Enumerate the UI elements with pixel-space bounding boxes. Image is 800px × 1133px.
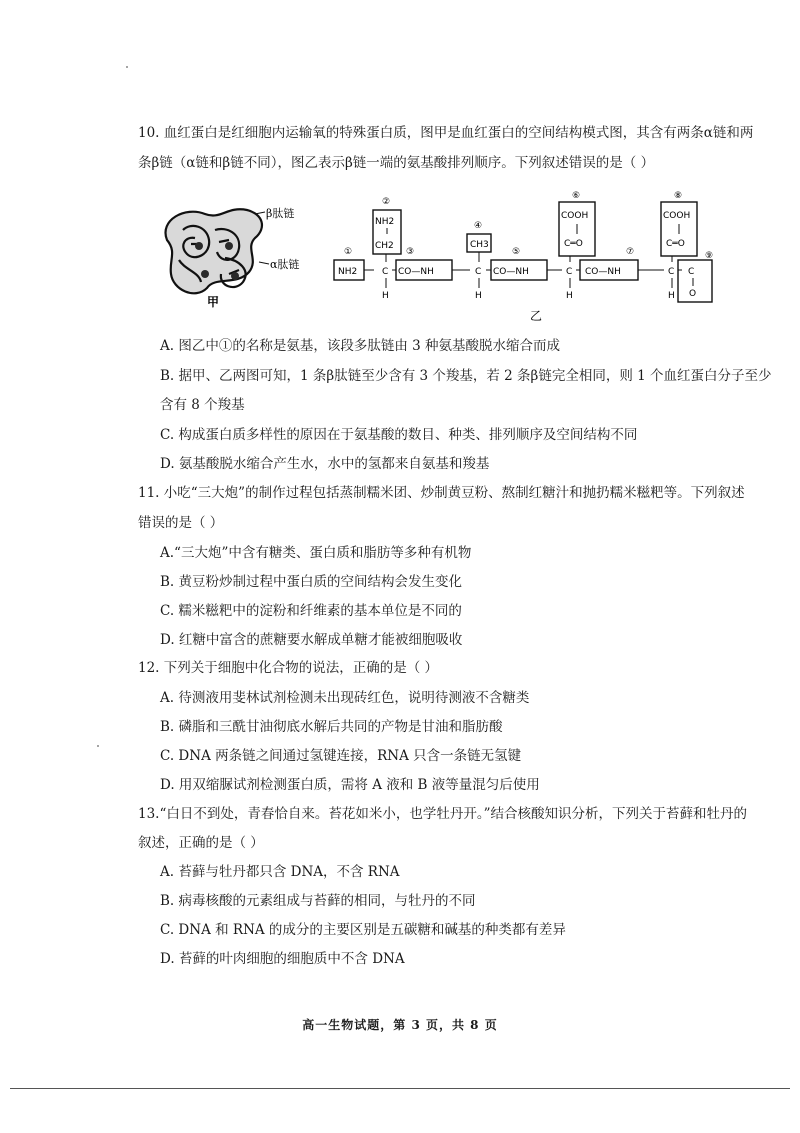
q13-option-a: A. 苔藓与牡丹都只含 DNA，不含 RNA: [160, 864, 400, 880]
side-nh2-text: NH2: [375, 217, 395, 227]
alpha-carbon-2: C: [475, 267, 482, 277]
figure-b-caption: 乙: [530, 309, 543, 323]
peptide-chain-figure: [330, 190, 720, 325]
q13-stem-line1: 13.“白日不到处，青春恰自来。苔花如米小，也学牡丹开。”结合核酸知识分析，下列关于苔藓和牡丹的: [138, 806, 748, 822]
label-5: ⑤: [512, 247, 521, 257]
figure-a-caption: 甲: [207, 295, 220, 309]
label-4: ④: [474, 221, 483, 231]
q10-stem-line2: 条β链（α链和β链不同），图乙表示β链一端的氨基酸排列顺序。下列叙述错误的是（ ）: [138, 155, 655, 171]
q11-option-d: D. 红糖中富含的蔗糖要水解成单糖才能被细胞吸收: [160, 632, 463, 648]
label-7: ⑦: [626, 247, 635, 257]
q10-option-b: B. 据甲、乙两图可知，1 条β肽链至少含有 3 个羧基，若 2 条β链完全相同，则 1 个血红蛋白分子至少: [160, 368, 772, 384]
q12-option-d: D. 用双缩脲试剂检测蛋白质，需将 A 液和 B 液等量混匀后使用: [160, 777, 540, 793]
q10-stem-line1: 10. 血红蛋白是红细胞内运输氧的特殊蛋白质，图甲是血红蛋白的空间结构模式图，其含有两条α链和两: [138, 125, 754, 141]
q11-stem-line1: 11. 小吃“三大炮”的制作过程包括蒸制糯米团、炒制黄豆粉、熬制红糖汁和抛扔糯米糍粑等。下列叙述: [138, 485, 745, 501]
side-ceqo-1: C═O: [564, 239, 583, 249]
q12-option-c: C. DNA 两条链之间通过氢键连接，RNA 只含一条链无氢键: [160, 748, 522, 764]
q12-stem: 12. 下列关于细胞中化合物的说法，正确的是（ ）: [138, 660, 439, 676]
label-9: ⑨: [705, 251, 714, 261]
q13-option-c: C. DNA 和 RNA 的成分的主要区别是五碳糖和碱基的种类都有差异: [160, 922, 566, 938]
beta-chain-label: β肽链: [266, 207, 295, 220]
q11-stem-line2: 错误的是（ ）: [138, 515, 224, 531]
peptide-bond-3: CO—NH: [585, 267, 621, 277]
q11-option-a: A.“三大炮”中含有糖类、蛋白质和脂肪等多种有机物: [160, 545, 472, 561]
label-2: ②: [382, 197, 391, 207]
page-footer: 高一生物试题，第 3 页，共 8 页: [302, 1018, 498, 1032]
q10-option-c: C. 构成蛋白质多样性的原因在于氨基酸的数目、种类、排列顺序及空间结构不同: [160, 427, 638, 443]
peptide-bond-2: CO—NH: [493, 267, 529, 277]
terminal-c: C: [688, 267, 695, 277]
side-ch3-text: CH3: [470, 240, 489, 250]
hydrogen-4: H: [668, 291, 675, 301]
alpha-carbon-4: C: [668, 267, 675, 277]
bottom-rule: [10, 1088, 790, 1089]
label-3: ③: [406, 247, 415, 257]
q12-option-a: A. 待测液用斐林试剂检测未出现砖红色，说明待测液不含糖类: [160, 690, 530, 706]
hemoglobin-structure-figure: [155, 200, 315, 310]
q13-stem-line2: 叙述，正确的是（ ）: [138, 835, 264, 851]
q10-option-a: A. 图乙中①的名称是氨基，该段多肽链由 3 种氨基酸脱水缩合而成: [160, 338, 561, 354]
peptide-bond-1: CO—NH: [398, 267, 434, 277]
hydrogen-3: H: [566, 291, 573, 301]
label-8: ⑧: [674, 191, 683, 201]
q11-option-b: B. 黄豆粉炒制过程中蛋白质的空间结构会发生变化: [160, 574, 463, 590]
side-cooh-2: COOH: [663, 211, 691, 221]
alpha-chain-label: α肽链: [270, 258, 300, 271]
q13-option-d: D. 苔藓的叶肉细胞的细胞质中不含 DNA: [160, 951, 405, 967]
hydrogen-1: H: [382, 291, 389, 301]
q13-option-b: B. 病毒核酸的元素组成与苔藓的相同，与牡丹的不同: [160, 893, 476, 909]
q11-option-c: C. 糯米糍粑中的淀粉和纤维素的基本单位是不同的: [160, 603, 462, 619]
alpha-carbon-3: C: [566, 267, 573, 277]
label-1: ①: [344, 247, 353, 257]
amino-group-text: NH2: [338, 267, 358, 277]
side-ceqo-2: C═O: [666, 239, 685, 249]
q10-option-b-cont: 含有 8 个羧基: [160, 397, 245, 413]
q10-option-d: D. 氨基酸脱水缩合产生水，水中的氢都来自氨基和羧基: [160, 456, 490, 472]
side-ch2-text: CH2: [375, 241, 394, 251]
side-cooh-1: COOH: [561, 211, 589, 221]
terminal-o: O: [689, 289, 697, 299]
q12-option-b: B. 磷脂和三酰甘油彻底水解后共同的产物是甘油和脂肪酸: [160, 719, 503, 735]
hydrogen-2: H: [475, 291, 482, 301]
label-6: ⑥: [572, 191, 581, 201]
alpha-carbon-1: C: [382, 267, 389, 277]
